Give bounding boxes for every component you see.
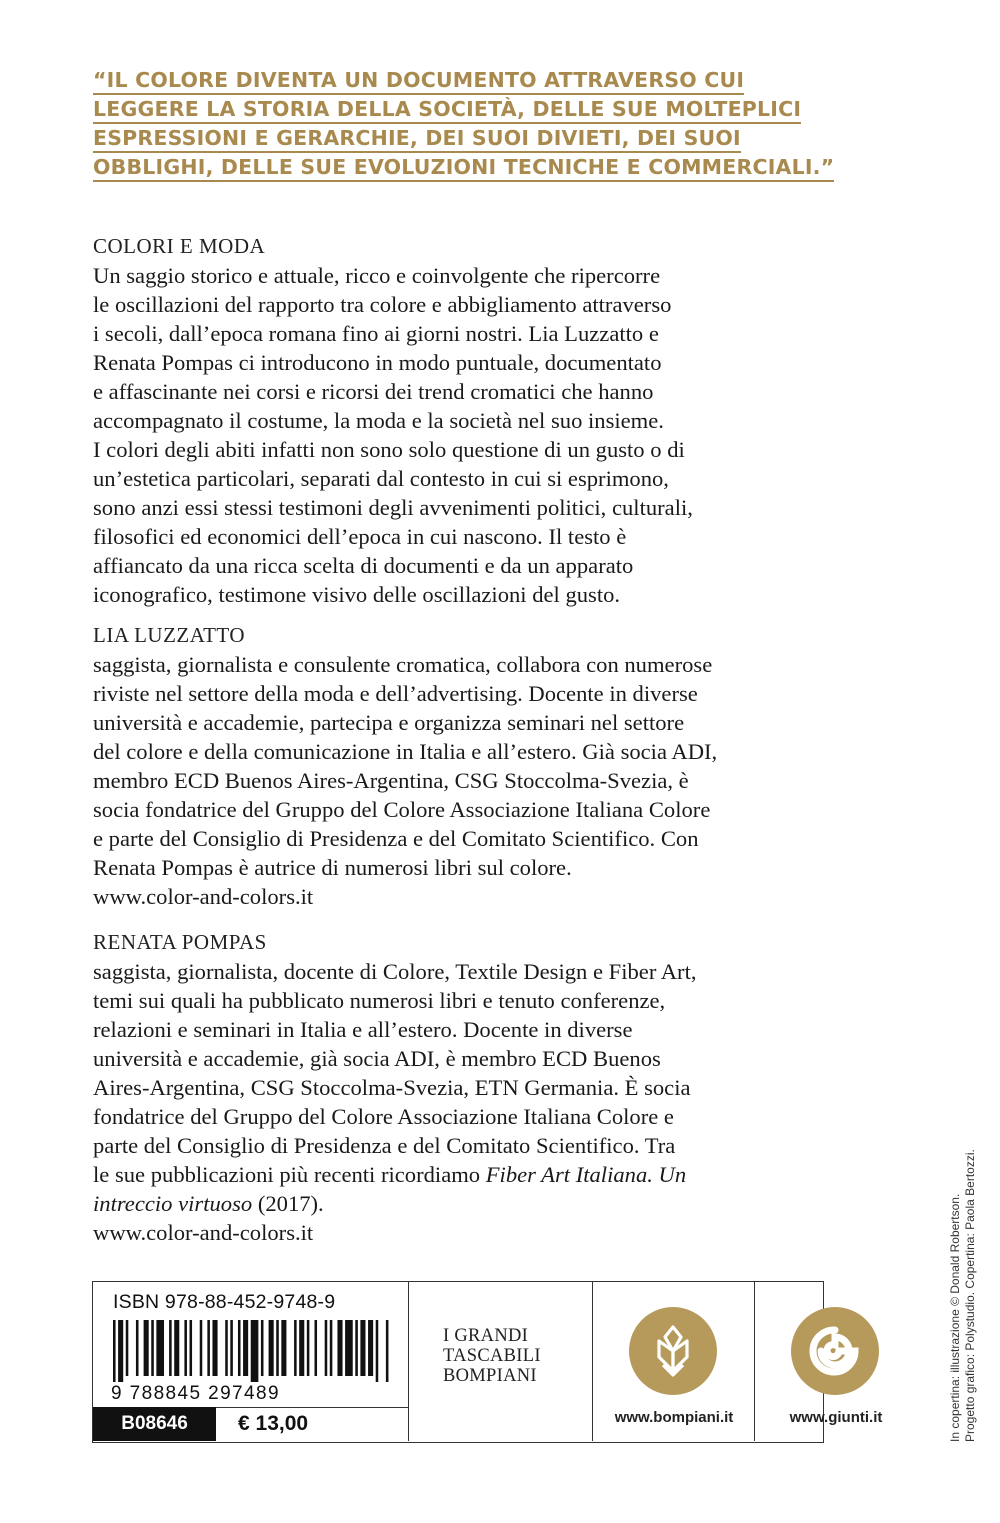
bio-line: del colore e della comunicazione in Italia e all’estero. Già socia ADI, <box>93 739 718 764</box>
bio-line: saggista, giornalista, docente di Colore, Textile Design e Fiber Art, <box>93 959 697 984</box>
barcode-bar <box>225 1320 228 1376</box>
barcode-bar <box>169 1320 172 1376</box>
barcode-bar <box>230 1320 233 1376</box>
barcode-bar <box>261 1320 264 1376</box>
series-name <box>443 1326 541 1386</box>
bio-line: temi sui quali ha pubblicato numerosi libri e tenuto conferenze, <box>93 988 666 1013</box>
barcode-bar <box>126 1320 129 1376</box>
quote-line: LEGGERE LA STORIA DELLA SOCIETÀ, DELLE SUE MOLTEPLICI <box>93 97 801 124</box>
barcode-bar <box>144 1320 149 1376</box>
barcode-graphic <box>113 1320 391 1382</box>
bio-line: membro ECD Buenos Aires-Argentina, CSG Stoccolma-Svezia, è <box>93 768 689 793</box>
book-title-italic: Fiber Art Italiana. Un <box>485 1162 687 1187</box>
product-code-badge: B08646 <box>93 1407 216 1441</box>
cover-credits <box>948 1142 978 1442</box>
series-block <box>409 1282 593 1441</box>
isbn-label: ISBN 978-88-452-9748-9 <box>113 1291 336 1313</box>
bio-line: relazioni e seminari in Italia e all’estero. Docente in diverse <box>93 1017 633 1042</box>
bompiani-url[interactable]: www.bompiani.it <box>614 1409 734 1426</box>
giunti-logo-icon <box>791 1307 879 1395</box>
author-website: www.color-and-colors.it <box>93 1220 314 1245</box>
back-cover-quote <box>93 66 833 182</box>
description-line: filosofici ed economici dell’epoca in cui nascono. Il testo è <box>93 524 627 549</box>
bio-line: socia fondatrice del Gruppo del Colore Associazione Italiana Colore <box>93 797 711 822</box>
author-bio <box>93 957 853 1247</box>
barcode-bar <box>156 1320 164 1376</box>
bompiani-block <box>593 1282 755 1441</box>
barcode-bar <box>118 1320 123 1382</box>
bio-text: le sue pubblicazioni più recenti ricordiamo <box>93 1162 486 1187</box>
bio-line: università e accademie, già socia ADI, è membro ECD Buenos <box>93 1046 661 1071</box>
barcode-bar <box>207 1320 210 1376</box>
bio-line: riviste nel settore della moda e dell’advertising. Docente in diverse <box>93 681 698 706</box>
barcode-bar <box>184 1320 187 1376</box>
author-website: www.color-and-colors.it <box>93 884 314 909</box>
book-title-italic: intreccio virtuoso <box>93 1191 253 1216</box>
giunti-url[interactable]: www.giunti.it <box>789 1409 883 1426</box>
quote-line: OBBLIGHI, DELLE SUE EVOLUZIONI TECNICHE E COMMERCIALI.” <box>93 155 834 182</box>
barcode-bar <box>281 1320 286 1376</box>
bio-text: (2017). <box>252 1191 324 1216</box>
author-name-heading: RENATA POMPAS <box>93 930 267 954</box>
description-line: iconografico, testimone visivo delle oscillazioni del gusto. <box>93 582 621 607</box>
barcode-bar <box>294 1320 297 1376</box>
barcode-bar <box>307 1320 310 1376</box>
description-line: e affascinante nei corsi e ricorsi dei trend cromatici che hanno <box>93 379 654 404</box>
barcode-bar <box>386 1320 389 1382</box>
description-line: le oscillazioni del rapporto tra colore e abbigliamento attraverso <box>93 292 672 317</box>
description-line: sono anzi essi stessi testimoni degli avvenimenti politici, culturali, <box>93 495 693 520</box>
quote-line: ESPRESSIONI E GERARCHIE, DEI SUOI DIVIETI, DEI SUOI <box>93 126 741 153</box>
barcode-bar <box>276 1320 279 1376</box>
bio-line: Aires-Argentina, CSG Stoccolma-Svezia, ETN Germania. È socia <box>93 1075 691 1100</box>
barcode-bar <box>113 1320 116 1382</box>
bio-line: saggista, giornalista e consulente cromatica, collabora con numerose <box>93 652 713 677</box>
author-bio-pompas <box>93 928 853 1247</box>
barcode-bar <box>337 1320 342 1376</box>
series-line: I GRANDI <box>443 1326 529 1346</box>
barcode-bar <box>376 1320 379 1382</box>
barcode-bar <box>243 1320 248 1376</box>
barcode-bar <box>136 1320 139 1376</box>
barcode-bar <box>360 1320 365 1376</box>
bio-line <box>93 1189 853 1218</box>
barcode-bar <box>212 1320 217 1376</box>
description-line: i secoli, dall’epoca romana fino ai giorni nostri. Lia Luzzatto e <box>93 321 659 346</box>
barcode-bar <box>251 1320 259 1382</box>
description-line: affiancato da una ricca scelta di documenti e da un apparato <box>93 553 634 578</box>
barcode-bar <box>190 1320 193 1376</box>
bio-line: parte del Consiglio di Presidenza e del Comitato Scientifico. Tra <box>93 1133 676 1158</box>
bio-line: e parte del Consiglio di Presidenza e del Comitato Scientifico. Con <box>93 826 699 851</box>
giunti-block <box>755 1282 922 1441</box>
barcode-bar <box>238 1320 241 1376</box>
bio-line: università e accademie, partecipa e organizza seminari nel settore <box>93 710 685 735</box>
price-label: € 13,00 <box>216 1407 409 1441</box>
bio-line: Renata Pompas è autrice di numerosi libri sul colore. <box>93 855 572 880</box>
author-bio <box>93 650 853 911</box>
author-name-heading: LIA LUZZATTO <box>93 623 246 647</box>
barcode-bar <box>314 1320 317 1376</box>
barcode-bar <box>368 1320 373 1376</box>
description-line: accompagnato il costume, la moda e la società nel suo insieme. <box>93 408 664 433</box>
bompiani-logo-icon <box>629 1307 717 1395</box>
cover-bottom-panel <box>92 1281 883 1443</box>
barcode-bar <box>299 1320 304 1376</box>
barcode-bar <box>151 1320 154 1376</box>
bio-line: fondatrice del Gruppo del Colore Associazione Italiana Colore e <box>93 1104 674 1129</box>
book-description-section <box>93 232 853 609</box>
barcode-bar <box>200 1320 203 1376</box>
book-title-heading: COLORI E MODA <box>93 234 266 258</box>
description-line: I colori degli abiti infatti non sono solo questione di un gusto o di <box>93 437 685 462</box>
barcode-bar <box>330 1320 333 1376</box>
barcode-bar <box>174 1320 179 1376</box>
barcode-bar <box>325 1320 328 1376</box>
bio-line <box>93 1160 853 1189</box>
author-bio-luzzatto <box>93 621 853 911</box>
isbn-block <box>93 1282 409 1441</box>
description-line: un’estetica particolari, separati dal contesto in cui si esprimono, <box>93 466 669 491</box>
barcode-bar <box>269 1320 274 1376</box>
series-line: TASCABILI <box>443 1346 541 1366</box>
description-line: Un saggio storico e attuale, ricco e coinvolgente che ripercorre <box>93 263 661 288</box>
description-line: Renata Pompas ci introducono in modo puntuale, documentato <box>93 350 662 375</box>
series-line: BOMPIANI <box>443 1366 537 1386</box>
barcode-bar <box>355 1320 358 1376</box>
quote-line: “IL COLORE DIVENTA UN DOCUMENTO ATTRAVERSO CUI <box>93 68 744 95</box>
book-description <box>93 261 853 609</box>
credit-line: Progetto grafico: Polystudio. Copertina: Paola Bertozzi. <box>963 1149 977 1442</box>
barcode-bar <box>345 1320 353 1376</box>
barcode-digits: 9 788845 297489 <box>111 1383 280 1404</box>
credit-line: In copertina: illustrazione © Donald Robertson. <box>948 1193 962 1442</box>
